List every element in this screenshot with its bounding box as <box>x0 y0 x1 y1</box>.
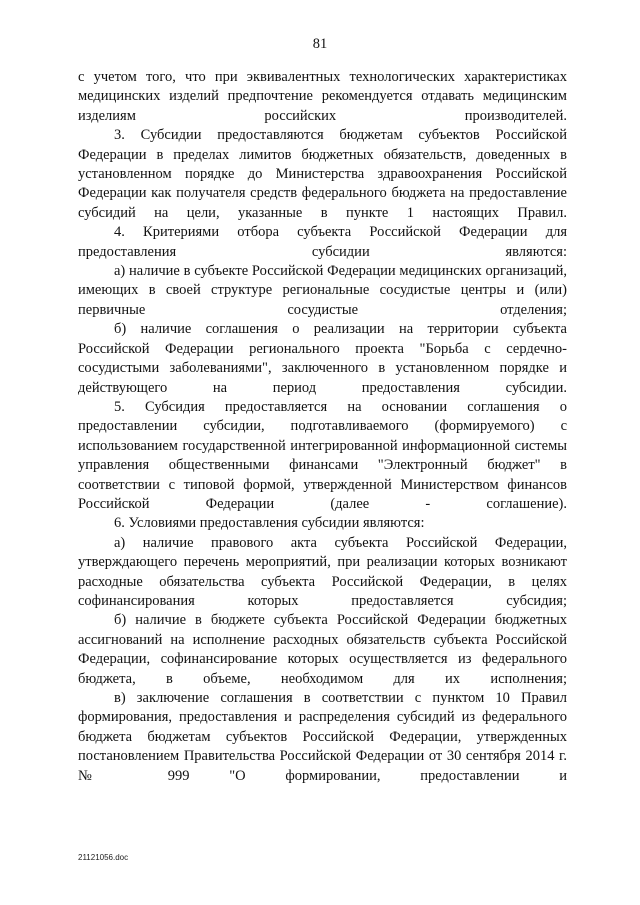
paragraph-item-6b: б) наличие в бюджете субъекта Российской Федерации бюджетных ассигнований на исполнение расходных обязательств субъекта Российской Федерации, софинансирование которых осуществляется из федерального бюджета, в объеме, необходимом для их исполнения; <box>78 612 567 687</box>
paragraph-item-4: 4. Критериями отбора субъекта Российской Федерации для предоставления субсидии являются: <box>78 224 567 260</box>
paragraph-item-6a: а) наличие правового акта субъекта Российской Федерации, утверждающего перечень мероприятий, при реализации которых возникают расходные обязательства субъекта Российской Федерации, в целях софинансирования которых предоставляется субсидия; <box>78 534 567 609</box>
footer-filename: 21121056.doc <box>78 853 129 862</box>
paragraph-item-3: 3. Субсидии предоставляются бюджетам субъектов Российской Федерации в пределах лимитов бюджетных обязательств, доведенных в установленном порядке до Министерства здравоохранения Российской Федерации как получателя средств федерального бюджета на предоставление субсидий на цели, указанные в пункте 1 настоящих Правил. <box>78 127 567 221</box>
paragraph-item-4b: б) наличие соглашения о реализации на территории субъекта Российской Федерации регионального проекта "Борьба с сердечно-сосудистыми заболеваниями", заключенного в установленном порядке и действующего на период предоставления субсидии. <box>78 321 567 396</box>
paragraph-item-4a: а) наличие в субъекте Российской Федерации медицинских организаций, имеющих в своей структуре региональные сосудистые центры и (или) первичные сосудистые отделения; <box>78 263 567 318</box>
paragraph-item-6v: в) заключение соглашения в соответствии с пунктом 10 Правил формирования, предоставления и распределения субсидий из федерального бюджета бюджетам субъектов Российской Федерации, утвержденных постановлением Правительства Российской Федерации от 30 сентября 2014 г. № 999 "О формировании, предоставлении и <box>78 690 567 784</box>
page-number: 81 <box>312 36 328 52</box>
document-body <box>78 68 567 786</box>
paragraph-continuation: с учетом того, что при эквивалентных технологических характеристиках медицинских изделий предпочтение рекомендуется отдавать медицинским изделиям российских производителей. <box>78 69 567 124</box>
paragraph-item-5: 5. Субсидия предоставляется на основании соглашения о предоставлении субсидии, подготавливаемого (формируемого) с использованием государственной интегрированной информационной системы управления общественными финансами "Электронный бюджет" в соответствии с типовой формой, утвержденной Министерством финансов Российской Федерации (далее - соглашение). <box>78 398 567 512</box>
paragraph-item-6: 6. Условиями предоставления субсидии являются: <box>114 515 425 532</box>
